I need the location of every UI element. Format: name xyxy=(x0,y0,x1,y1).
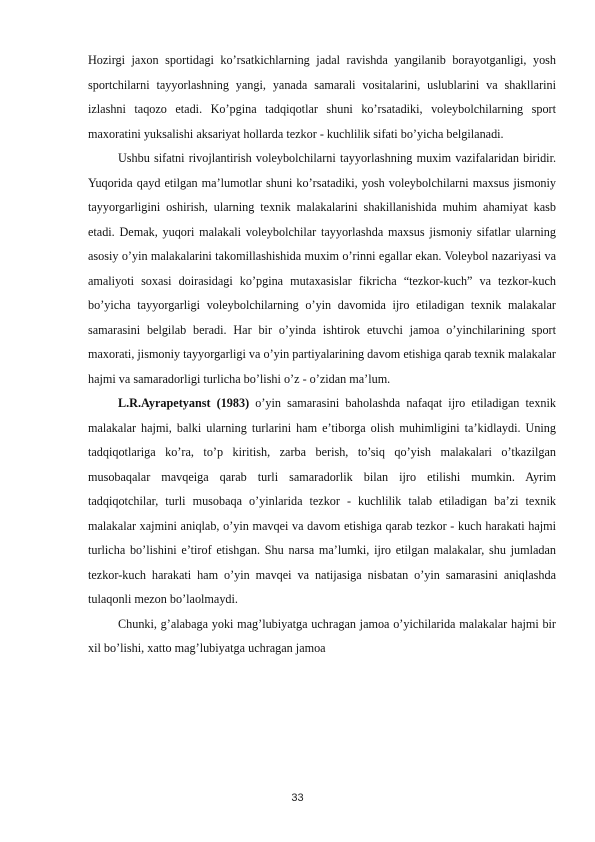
paragraph-3-text: o’yin samarasini baholashda nafaqat ijro etiladigan texnik malakalar hajmi, balki ularning turlarini ham e’tiborga olish muhimligini ta’kidlaydi. Uning tadqiqotlariga ko’ra, to’p kiritish, zarba berish, to’siq qo’yish malakalari o’tkazilgan musobaqalar mavqeiga qarab turli samaradorlik bilan ijro etilishi mumkin. Ayrim tadqiqotchilar, turli musobaqa o’yinlarida tezkor - kuchlilik talab etiladigan ba’zi texnik malakalar xajmini aniqlab, o’yin mavqei va davom etishiga qarab tezkor - kuch harakati hajmi turlicha bo’lishini e’tirof etishgan. Shu narsa ma’lumki, ijro etilgan malakalar, shu jumladan tezkor-kuch harakati ham o’yin mavqei va natijasiga nisbatan o’yin samarasini aniqlashda tulaqonli mezon bo’laolmaydi. xyxy=(88,396,556,606)
paragraph-1: Hozirgi jaxon sportidagi ko’rsatkichlarning jadal ravishda yangilanib borayotganligi, yosh sportchilarni tayyorlashning yangi, yanada samarali vositalarini, uslublarini va shakllarini izlashni taqozo etadi. Ko’pgina tadqiqotlar shuni ko’rsatadiki, voleybolchilarning sport maxoratini yuksalishi aksariyat hollarda tezkor - kuchlilik sifati bo’yicha belgilanadi. xyxy=(88,53,556,141)
author-citation: L.R.Ayrapetyanst (1983) xyxy=(118,396,250,410)
paragraph-4: Chunki, g’alabaga yoki mag’lubiyatga uchragan jamoa o’yichilarida malakalar hajmi bir xil bo’lishi, xatto mag’lubiyatga uchragan jamoa xyxy=(88,616,556,655)
document-body xyxy=(88,48,556,661)
page-number: 33 xyxy=(291,792,304,804)
paragraph-3 xyxy=(88,391,556,612)
paragraph-2: Ushbu sifatni rivojlantirish voleybolchilarni tayyorlashning muxim vazifalaridan biridir. Yuqorida qayd etilgan ma’lumotlar shuni ko’rsatadiki, yosh voleybolchilarni maxsus jismoniy tayyorgarligini oshirish, ularning texnik malakalarini shakillanishida muhim ahamiyat kasb etadi. Demak, yuqori malakali voleybolchilar tayyorlashda maxsus jismoniy sifatlar ularning asosiy o’yin malakalarini takomillashishida muxim o’rinni egallar ekan. Voleybol nazariyasi va amaliyoti soxasi doirasidagi ko’pgina mutaxasislar fikricha “tezkor-kuch” va tezkor-kuch bo’yicha tayyorgarligi voleybolchilarning o’yin davomida ijro etiladigan texnik malakalar samarasini belgilab beradi. Har bir o’yinda ishtirok etuvchi jamoa o’yinchilarining sport maxorati, jismoniy tayyorgarligi va o’yin partiyalarining davom etishiga qarab texnik malakalar hajmi va samaradorligi turlicha bo’lishi o’z - o’zidan ma’lum. xyxy=(88,151,556,386)
